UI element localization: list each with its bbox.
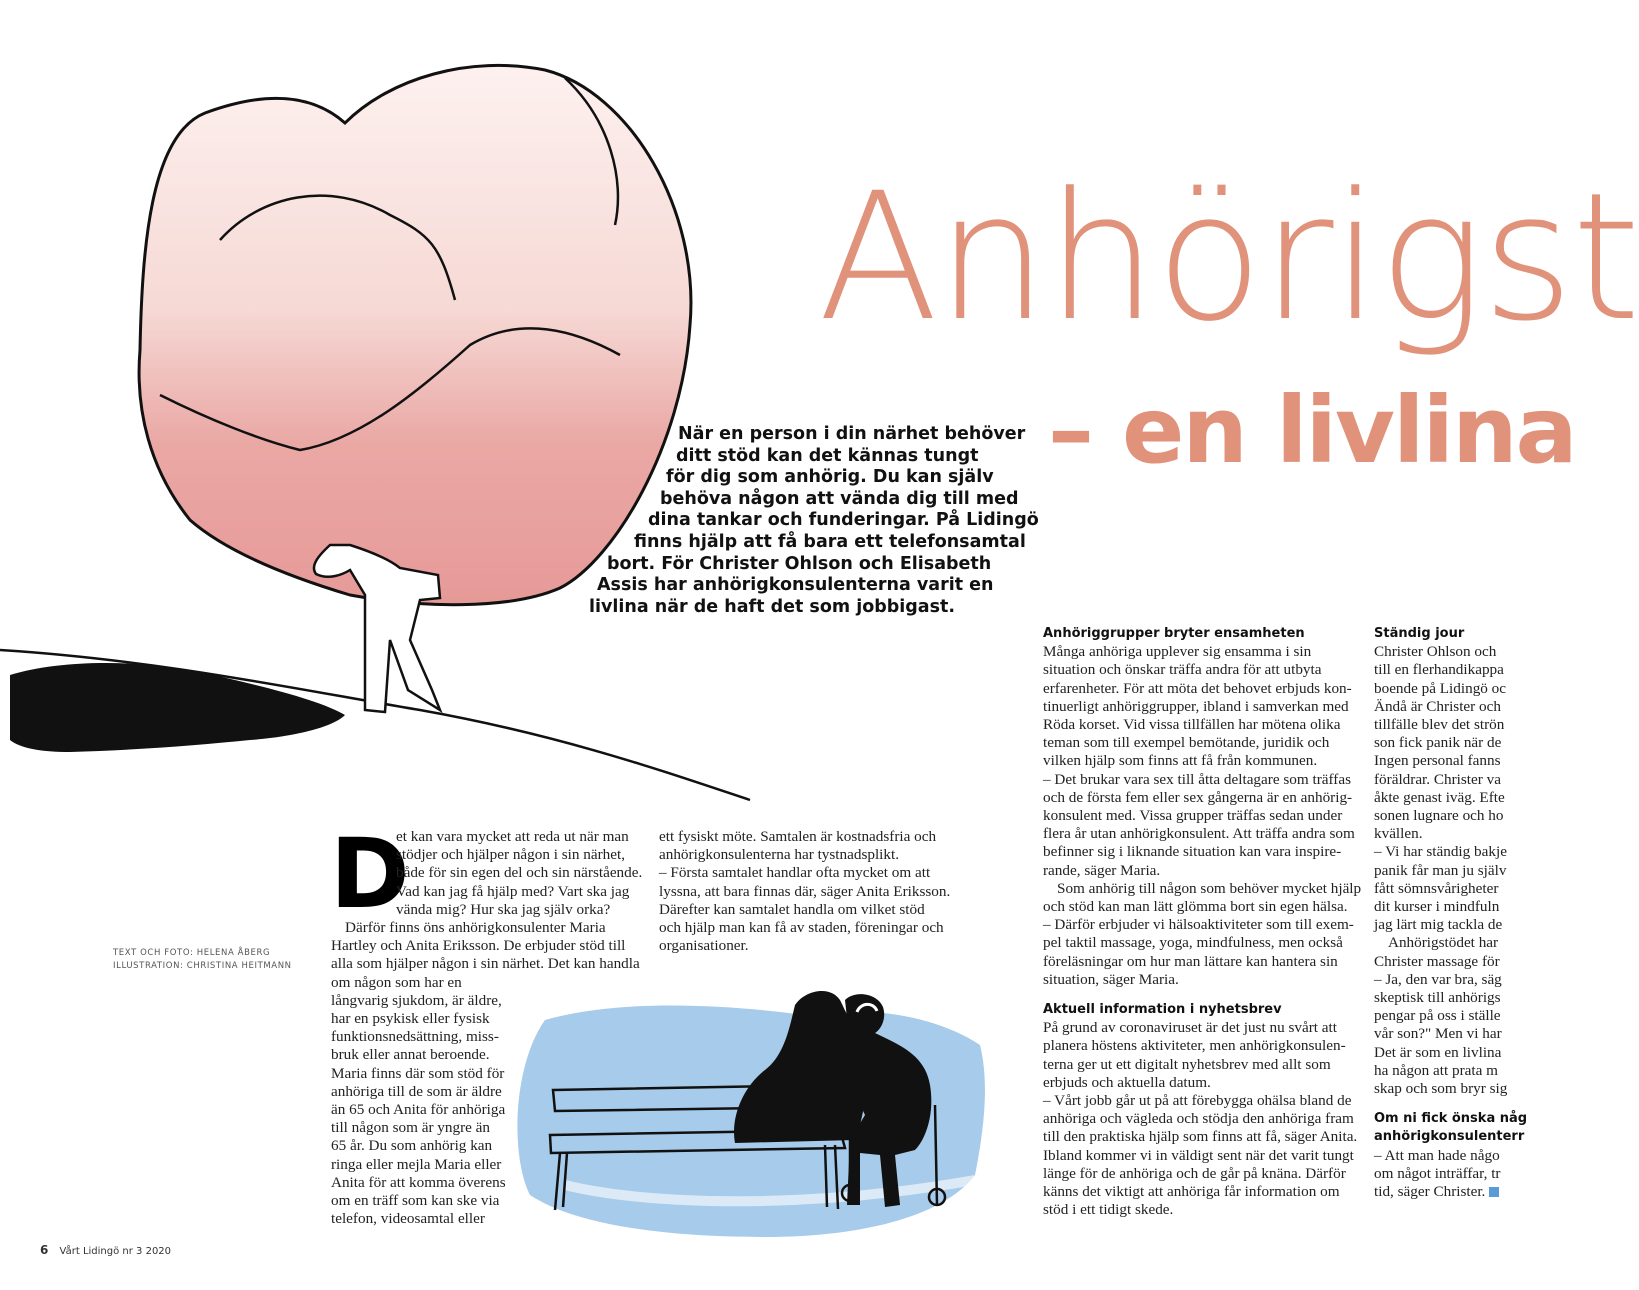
magazine-issue: Vårt Lidingö nr 3 2020 <box>59 1246 172 1257</box>
ingress-line: finns hjälp att få bara ett telefonsamtal <box>634 532 1026 552</box>
text-line-end: tid, säger Christer. <box>1374 1183 1486 1201</box>
text-line: Det är som en livlina <box>1374 1043 1502 1061</box>
text-line: kvällen. <box>1374 825 1423 843</box>
text-line: till någon som är yngre än <box>331 1119 491 1137</box>
text-line: konsulent med. Vissa grupper träffas sedan under <box>1043 807 1343 825</box>
text-line: et kan vara mycket att reda ut när man <box>396 828 629 845</box>
text-line: teman som till exempel bemötande, juridik och <box>1043 734 1330 752</box>
text-line: stödjer och hjälper någon i sin närhet, <box>396 846 626 864</box>
text-line: föreläsningar om hur man lättare kan hantera sin <box>1043 952 1338 970</box>
section-heading: Anhöriggrupper bryter ensamheten <box>1043 626 1305 641</box>
text-line: På grund av coronaviruset är det just nu svårt att <box>1043 1019 1337 1037</box>
text-line: om någon som har en <box>331 973 462 991</box>
text-line: – Ja, den var bra, säg <box>1374 970 1502 988</box>
text-line: till den praktiska hjälp som finns att få, säger Anita. <box>1043 1128 1358 1146</box>
text-line: fått sömnsvårigheter <box>1374 879 1499 897</box>
text-line: Många anhöriga upplever sig ensamma i sin <box>1043 643 1312 661</box>
text-line: Därefter kan samtalet handla om vilket stöd <box>659 900 925 918</box>
page-number: 6 <box>40 1243 49 1257</box>
text-line: skeptisk till anhörigs <box>1374 989 1501 1007</box>
text-line: – Vårt jobb går ut på att förebygga ohälsa bland de <box>1043 1092 1352 1110</box>
text-line: Anhörigstödet har <box>1388 934 1499 952</box>
text-line: anhöriga till de som är äldre <box>331 1082 502 1100</box>
text-line: Christer Ohlson och <box>1374 643 1497 661</box>
text-line: boende på Lidingö oc <box>1374 679 1507 697</box>
text-line: Hartley och Anita Eriksson. De erbjuder stöd till <box>331 937 626 955</box>
text-line: situation, säger Maria. <box>1043 970 1179 988</box>
page-title: Anhörigst <box>818 155 1639 360</box>
text-line: erbjuds och aktuella datum. <box>1043 1073 1211 1091</box>
section-heading: Aktuell information i nyhetsbrev <box>1043 1002 1282 1018</box>
text-line: stöd i ett tidigt skede. <box>1043 1201 1174 1219</box>
text-line: 65 år. Du som anhörig kan <box>331 1137 493 1155</box>
credits <box>113 947 292 973</box>
text-line: har en psykisk eller fysisk <box>331 1010 490 1028</box>
text-line: åkte genast iväg. Efte <box>1374 788 1505 806</box>
text-line: terna ger ut ett digitalt nyhetsbrev med allt som <box>1043 1055 1331 1073</box>
text-line: son fick panik när de <box>1374 734 1502 752</box>
text-line: flera år utan anhörigkonsulent. Att träffa andra som <box>1043 825 1355 843</box>
ingress-line: ditt stöd kan det kännas tungt <box>676 445 979 466</box>
text-line: vilken hjälp som finns att få från kommunen. <box>1043 752 1318 770</box>
text-line: vår son?" Men vi har <box>1374 1025 1502 1043</box>
text-line: om en träff som kan ske via <box>331 1192 500 1210</box>
text-line: ringa eller mejla Maria eller <box>331 1155 502 1173</box>
text-line: situation och önskar träffa andra för att utbyta <box>1043 661 1322 679</box>
text-line: Ingen personal fanns <box>1374 752 1501 770</box>
column-3 <box>1043 625 1361 1220</box>
text-line: tillfälle blev det strön <box>1374 716 1505 734</box>
text-line: befinner sig i liknande situation kan vara inspire- <box>1043 843 1342 861</box>
text-line: organisationer. <box>659 937 749 955</box>
text-line: och stöd kan man lätt glömma bort sin egen hälsa. <box>1043 898 1348 916</box>
text-line: än 65 och Anita för anhöriga <box>331 1101 506 1119</box>
text-line: telefon, videosamtal eller <box>331 1210 485 1228</box>
section-heading: Ständig jour <box>1374 626 1465 641</box>
text-line: – Det brukar vara sex till åtta deltagare som träffas <box>1043 770 1351 788</box>
text-line: vända mig? Hur ska jag själv orka? <box>396 900 611 918</box>
text-line: ett fysiskt möte. Samtalen är kostnadsfria och <box>659 828 937 845</box>
bench-couple-illustration <box>505 975 995 1255</box>
text-line: Ibland kommer vi in väldigt sent när det varit tungt <box>1043 1146 1354 1164</box>
ingress-line: livlina när de haft det som jobbigast. <box>589 596 956 617</box>
text-line: dit kurser i mindfuln <box>1374 898 1500 916</box>
drop-cap: D <box>330 818 410 930</box>
text-line: – Därför erbjuder vi hälsoaktiviteter som till exem- <box>1043 916 1354 934</box>
text-line: både för sin egen del och sin närstående. <box>396 864 643 882</box>
credit-illustration: ILLUSTRATION: CHRISTINA HEITMANN <box>113 961 292 971</box>
ingress-line: behöva någon att vända dig till med <box>660 488 1019 509</box>
text-line: om något inträffar, tr <box>1374 1164 1501 1182</box>
text-line: rande, säger Maria. <box>1043 861 1161 879</box>
text-line: jag lärt mig tackla de <box>1374 916 1503 934</box>
text-line: anhöriga och vägleda och stödja den anhöriga fram <box>1043 1110 1354 1128</box>
credit-text: TEXT OCH FOTO: HELENA ÅBERG <box>113 948 271 958</box>
heart-illustration <box>0 40 760 800</box>
text-line: alla som hjälper någon i sin närhet. Det kan handla <box>331 955 640 973</box>
text-line: Röda korset. Vid vissa tillfällen har mötena olika <box>1043 716 1341 734</box>
text-line: föräldrar. Christer va <box>1374 770 1501 788</box>
text-line: pel taktil massage, yoga, mindfulness, men också <box>1043 934 1343 952</box>
text-line: panik får man ju själv <box>1374 861 1507 879</box>
text-line: ha någon att prata m <box>1374 1061 1498 1079</box>
text-line: anhörigkonsulenterna har tystnadsplikt. <box>659 846 899 864</box>
text-line: tinuerligt anhöriggrupper, ibland i samverkan med <box>1043 697 1349 715</box>
text-line: och de första fem eller sex gångerna är en anhörig- <box>1043 788 1353 806</box>
text-line: – Första samtalet handlar ofta mycket om att <box>659 864 931 882</box>
ingress-line: bort. För Christer Ohlson och Elisabeth <box>607 553 992 574</box>
ingress-line: När en person i din närhet behöver <box>678 424 1026 444</box>
text-line: funktionsnedsättning, miss- <box>331 1028 499 1046</box>
text-line: långvarig sjukdom, är äldre, <box>331 991 502 1009</box>
text-line: Som anhörig till någon som behöver mycket hjälp <box>1057 879 1362 897</box>
text-line: länge för de anhöriga och de går på knäna. Därför <box>1043 1164 1346 1182</box>
text-line: – Att man hade någo <box>1374 1146 1500 1164</box>
text-line: känns det viktigt att anhöriga får information om <box>1043 1183 1340 1201</box>
text-line: till en flerhandikappa <box>1374 661 1504 679</box>
section-heading: anhörigkonsulenterr <box>1374 1129 1525 1145</box>
end-mark-icon <box>1489 1187 1499 1197</box>
text-line <box>1374 1183 1500 1201</box>
page-subtitle: – en livlina <box>1048 377 1576 484</box>
text-line: bruk eller annat beroende. <box>331 1046 490 1064</box>
text-line: Christer massage för <box>1374 952 1500 970</box>
text-line: lyssna, att bara finnas där, säger Anita Eriksson. <box>659 882 951 900</box>
text-line: Anita för att komma överens <box>331 1173 506 1191</box>
text-line: Därför finns öns anhörigkonsulenter Maria <box>345 919 606 936</box>
text-line: Vad kan jag få hjälp med? Vart ska jag <box>396 882 630 900</box>
text-line: planera höstens aktiviteter, men anhörigkonsulen- <box>1043 1037 1346 1055</box>
ingress-line: Assis har anhörigkonsulenterna varit en <box>597 575 994 596</box>
text-line: pengar på oss i ställe <box>1374 1007 1501 1025</box>
text-line: erfarenheter. För att möta det behovet erbjuds kon- <box>1043 679 1352 697</box>
text-line: och hjälp man kan få av staden, föreningar och <box>659 919 944 937</box>
column-4 <box>1374 625 1528 1201</box>
column-2 <box>659 828 950 955</box>
text-line: Maria finns där som stöd för <box>331 1064 505 1082</box>
text-line: – Vi har ständig bakje <box>1374 843 1507 861</box>
folio <box>40 1243 171 1257</box>
column-1-top <box>396 828 642 919</box>
text-line: Ändå är Christer och <box>1374 697 1501 715</box>
ingress-line: för dig som anhörig. Du kan själv <box>666 467 994 488</box>
text-line: sonen lugnare och ho <box>1374 807 1504 825</box>
section-heading: Om ni fick önska någ <box>1374 1111 1528 1127</box>
text-line: skap och som bryr sig <box>1374 1080 1508 1098</box>
ingress-line: dina tankar och funderingar. På Lidingö <box>648 510 1039 531</box>
